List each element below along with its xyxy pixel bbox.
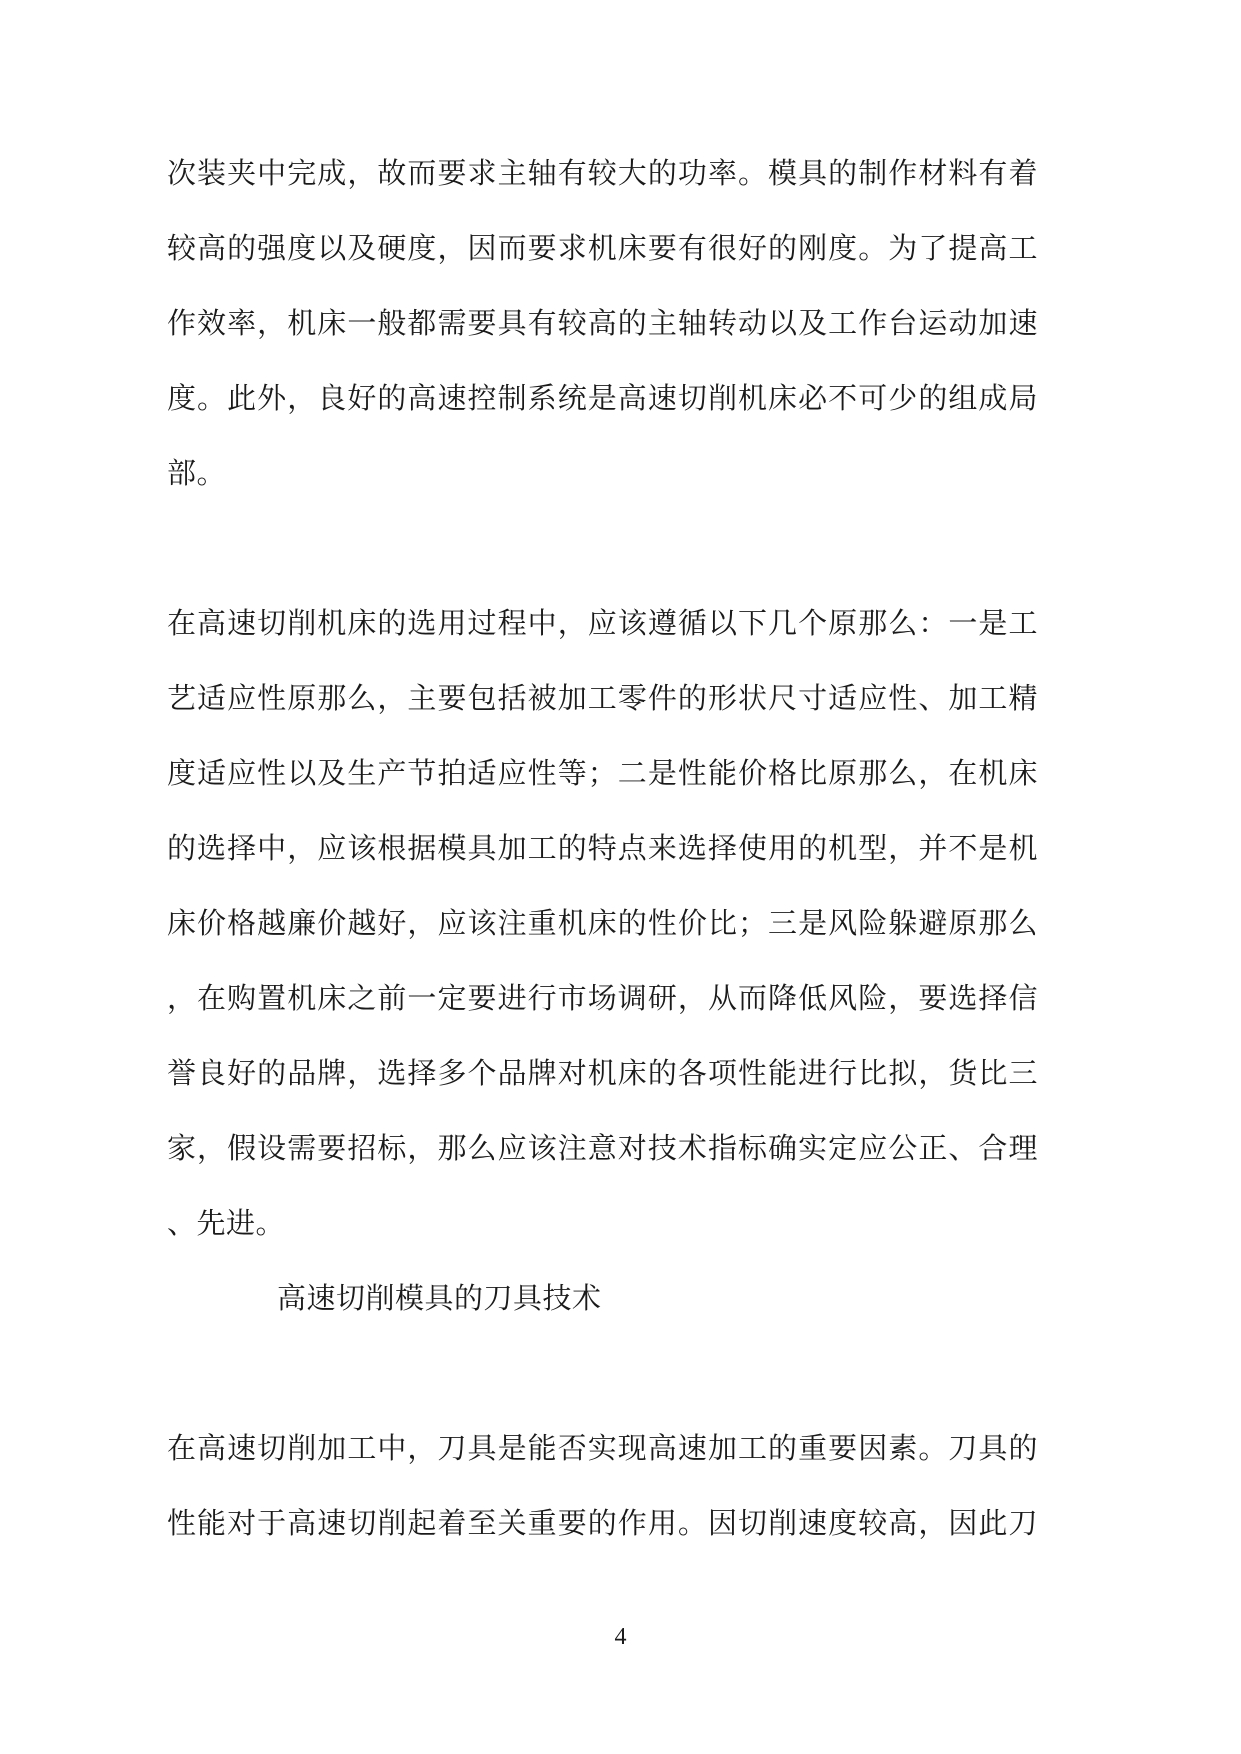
- document-body: [167, 137, 1038, 1562]
- text-line: 较高的强度以及硬度，因而要求机床要有很好的刚度。为了提高工: [167, 233, 1038, 265]
- text-line: 度。此外，良好的高速控制系统是高速切削机床必不可少的组成局: [167, 383, 1038, 415]
- text-line: 在高速切削加工中，刀具是能否实现高速加工的重要因素。刀具的: [167, 1433, 1038, 1465]
- text-line: 艺适应性原那么，主要包括被加工零件的形状尺寸适应性、加工精: [167, 683, 1038, 715]
- blank-line: [167, 512, 1038, 587]
- text-line: 部。: [167, 458, 227, 490]
- text-line: 的选择中，应该根据模具加工的特点来选择使用的机型，并不是机: [167, 833, 1038, 865]
- text-line: 在高速切削机床的选用过程中，应该遵循以下几个原那么：一是工: [167, 608, 1038, 640]
- text-line: 度适应性以及生产节拍适应性等；二是性能价格比原那么，在机床: [167, 758, 1038, 790]
- text-line: 家，假设需要招标，那么应该注意对技术指标确实定应公正、合理: [167, 1133, 1038, 1165]
- blank-line: [167, 1337, 1038, 1412]
- page-number: 4: [614, 1624, 627, 1650]
- section-heading: 高速切削模具的刀具技术: [277, 1283, 602, 1315]
- text-line: 誉良好的品牌，选择多个品牌对机床的各项性能进行比拟，货比三: [167, 1058, 1038, 1090]
- text-line: 、先进。: [167, 1208, 286, 1240]
- text-line: ，在购置机床之前一定要进行市场调研，从而降低风险，要选择信: [167, 983, 1038, 1015]
- text-line: 次装夹中完成，故而要求主轴有较大的功率。模具的制作材料有着: [167, 158, 1038, 190]
- text-line: 性能对于高速切削起着至关重要的作用。因切削速度较高，因此刀: [167, 1508, 1038, 1540]
- text-line: 作效率，机床一般都需要具有较高的主轴转动以及工作台运动加速: [167, 308, 1038, 340]
- text-line: 床价格越廉价越好，应该注重机床的性价比；三是风险躲避原那么: [167, 908, 1038, 940]
